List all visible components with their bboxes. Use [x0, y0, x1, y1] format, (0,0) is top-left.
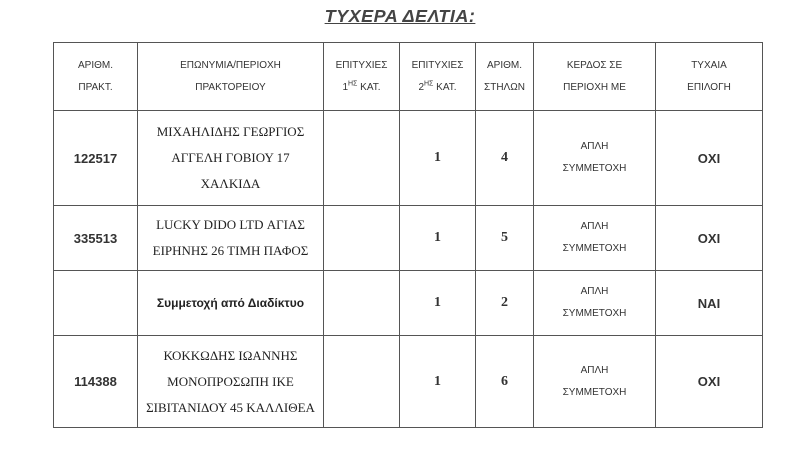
second-category-wins: 1: [400, 111, 476, 206]
header-columns-count: ΑΡΙΘΜ. ΣΤΗΛΩΝ: [476, 43, 534, 111]
random-pick: ΟΧΙ: [656, 111, 763, 206]
agency-name: ΚΟΚΚΩΔΗΣ ΙΩΑΝΝΗΣ ΜΟΝΟΠΡΟΣΩΠΗ ΙΚΕ ΣΙΒΙΤΑΝΙΔΟΥ 45 ΚΑΛΛΙΘΕΑ: [138, 336, 324, 428]
win-region: ΑΠΛΗ ΣΥΜΜΕΤΟΧΗ: [534, 111, 656, 206]
random-pick: ΟΧΙ: [656, 206, 763, 271]
lucky-tickets-table: [53, 42, 763, 428]
header-agency-code: ΑΡΙΘΜ. ΠΡΑΚΤ.: [54, 43, 138, 111]
table-row: [54, 111, 763, 206]
table-row: [54, 336, 763, 428]
second-category-wins: 1: [400, 271, 476, 336]
agency-name: ΜΙΧΑΗΛΙΔΗΣ ΓΕΩΡΓΙΟΣ ΑΓΓΕΛΗ ΓΟΒΙΟΥ 17 ΧΑΛΚΙΔΑ: [138, 111, 324, 206]
agency-name: Συμμετοχή από Διαδίκτυο: [138, 271, 324, 336]
second-category-wins: 1: [400, 206, 476, 271]
header-win-region: ΚΕΡΔΟΣ ΣΕ ΠΕΡΙΟΧΗ ΜΕ: [534, 43, 656, 111]
table-header-row: [54, 43, 763, 111]
win-region: ΑΠΛΗ ΣΥΜΜΕΤΟΧΗ: [534, 336, 656, 428]
columns-count: 5: [476, 206, 534, 271]
table-row: [54, 271, 763, 336]
second-category-wins: 1: [400, 336, 476, 428]
header-random-pick: ΤΥΧΑΙΑ ΕΠΙΛΟΓΗ: [656, 43, 763, 111]
random-pick: ΝΑΙ: [656, 271, 763, 336]
agency-code: 114388: [54, 336, 138, 428]
header-agency-name: ΕΠΩΝΥΜΙΑ/ΠΕΡΙΟΧΗ ΠΡΑΚΤΟΡΕΙΟΥ: [138, 43, 324, 111]
agency-code: [54, 271, 138, 336]
table-row: [54, 206, 763, 271]
columns-count: 2: [476, 271, 534, 336]
agency-name: LUCKY DIDO LTD ΑΓΙΑΣ ΕΙΡΗΝΗΣ 26 ΤΙΜΗ ΠΑΦΟΣ: [138, 206, 324, 271]
page-title: ΤΥΧΕΡΑ ΔΕΛΤΙΑ:: [324, 6, 476, 26]
win-region: ΑΠΛΗ ΣΥΜΜΕΤΟΧΗ: [534, 271, 656, 336]
win-region: ΑΠΛΗ ΣΥΜΜΕΤΟΧΗ: [534, 206, 656, 271]
agency-code: 122517: [54, 111, 138, 206]
header-second-category: ΕΠΙΤΥΧΙΕΣ $2^{H\Sigma}$ ΚΑΤ.: [400, 43, 476, 111]
random-pick: ΟΧΙ: [656, 336, 763, 428]
first-category-wins: [324, 336, 400, 428]
first-category-wins: [324, 271, 400, 336]
header-first-category: ΕΠΙΤΥΧΙΕΣ $1^{H\Sigma}$ ΚΑΤ.: [324, 43, 400, 111]
columns-count: 4: [476, 111, 534, 206]
first-category-wins: [324, 206, 400, 271]
agency-code: 335513: [54, 206, 138, 271]
first-category-wins: [324, 111, 400, 206]
columns-count: 6: [476, 336, 534, 428]
